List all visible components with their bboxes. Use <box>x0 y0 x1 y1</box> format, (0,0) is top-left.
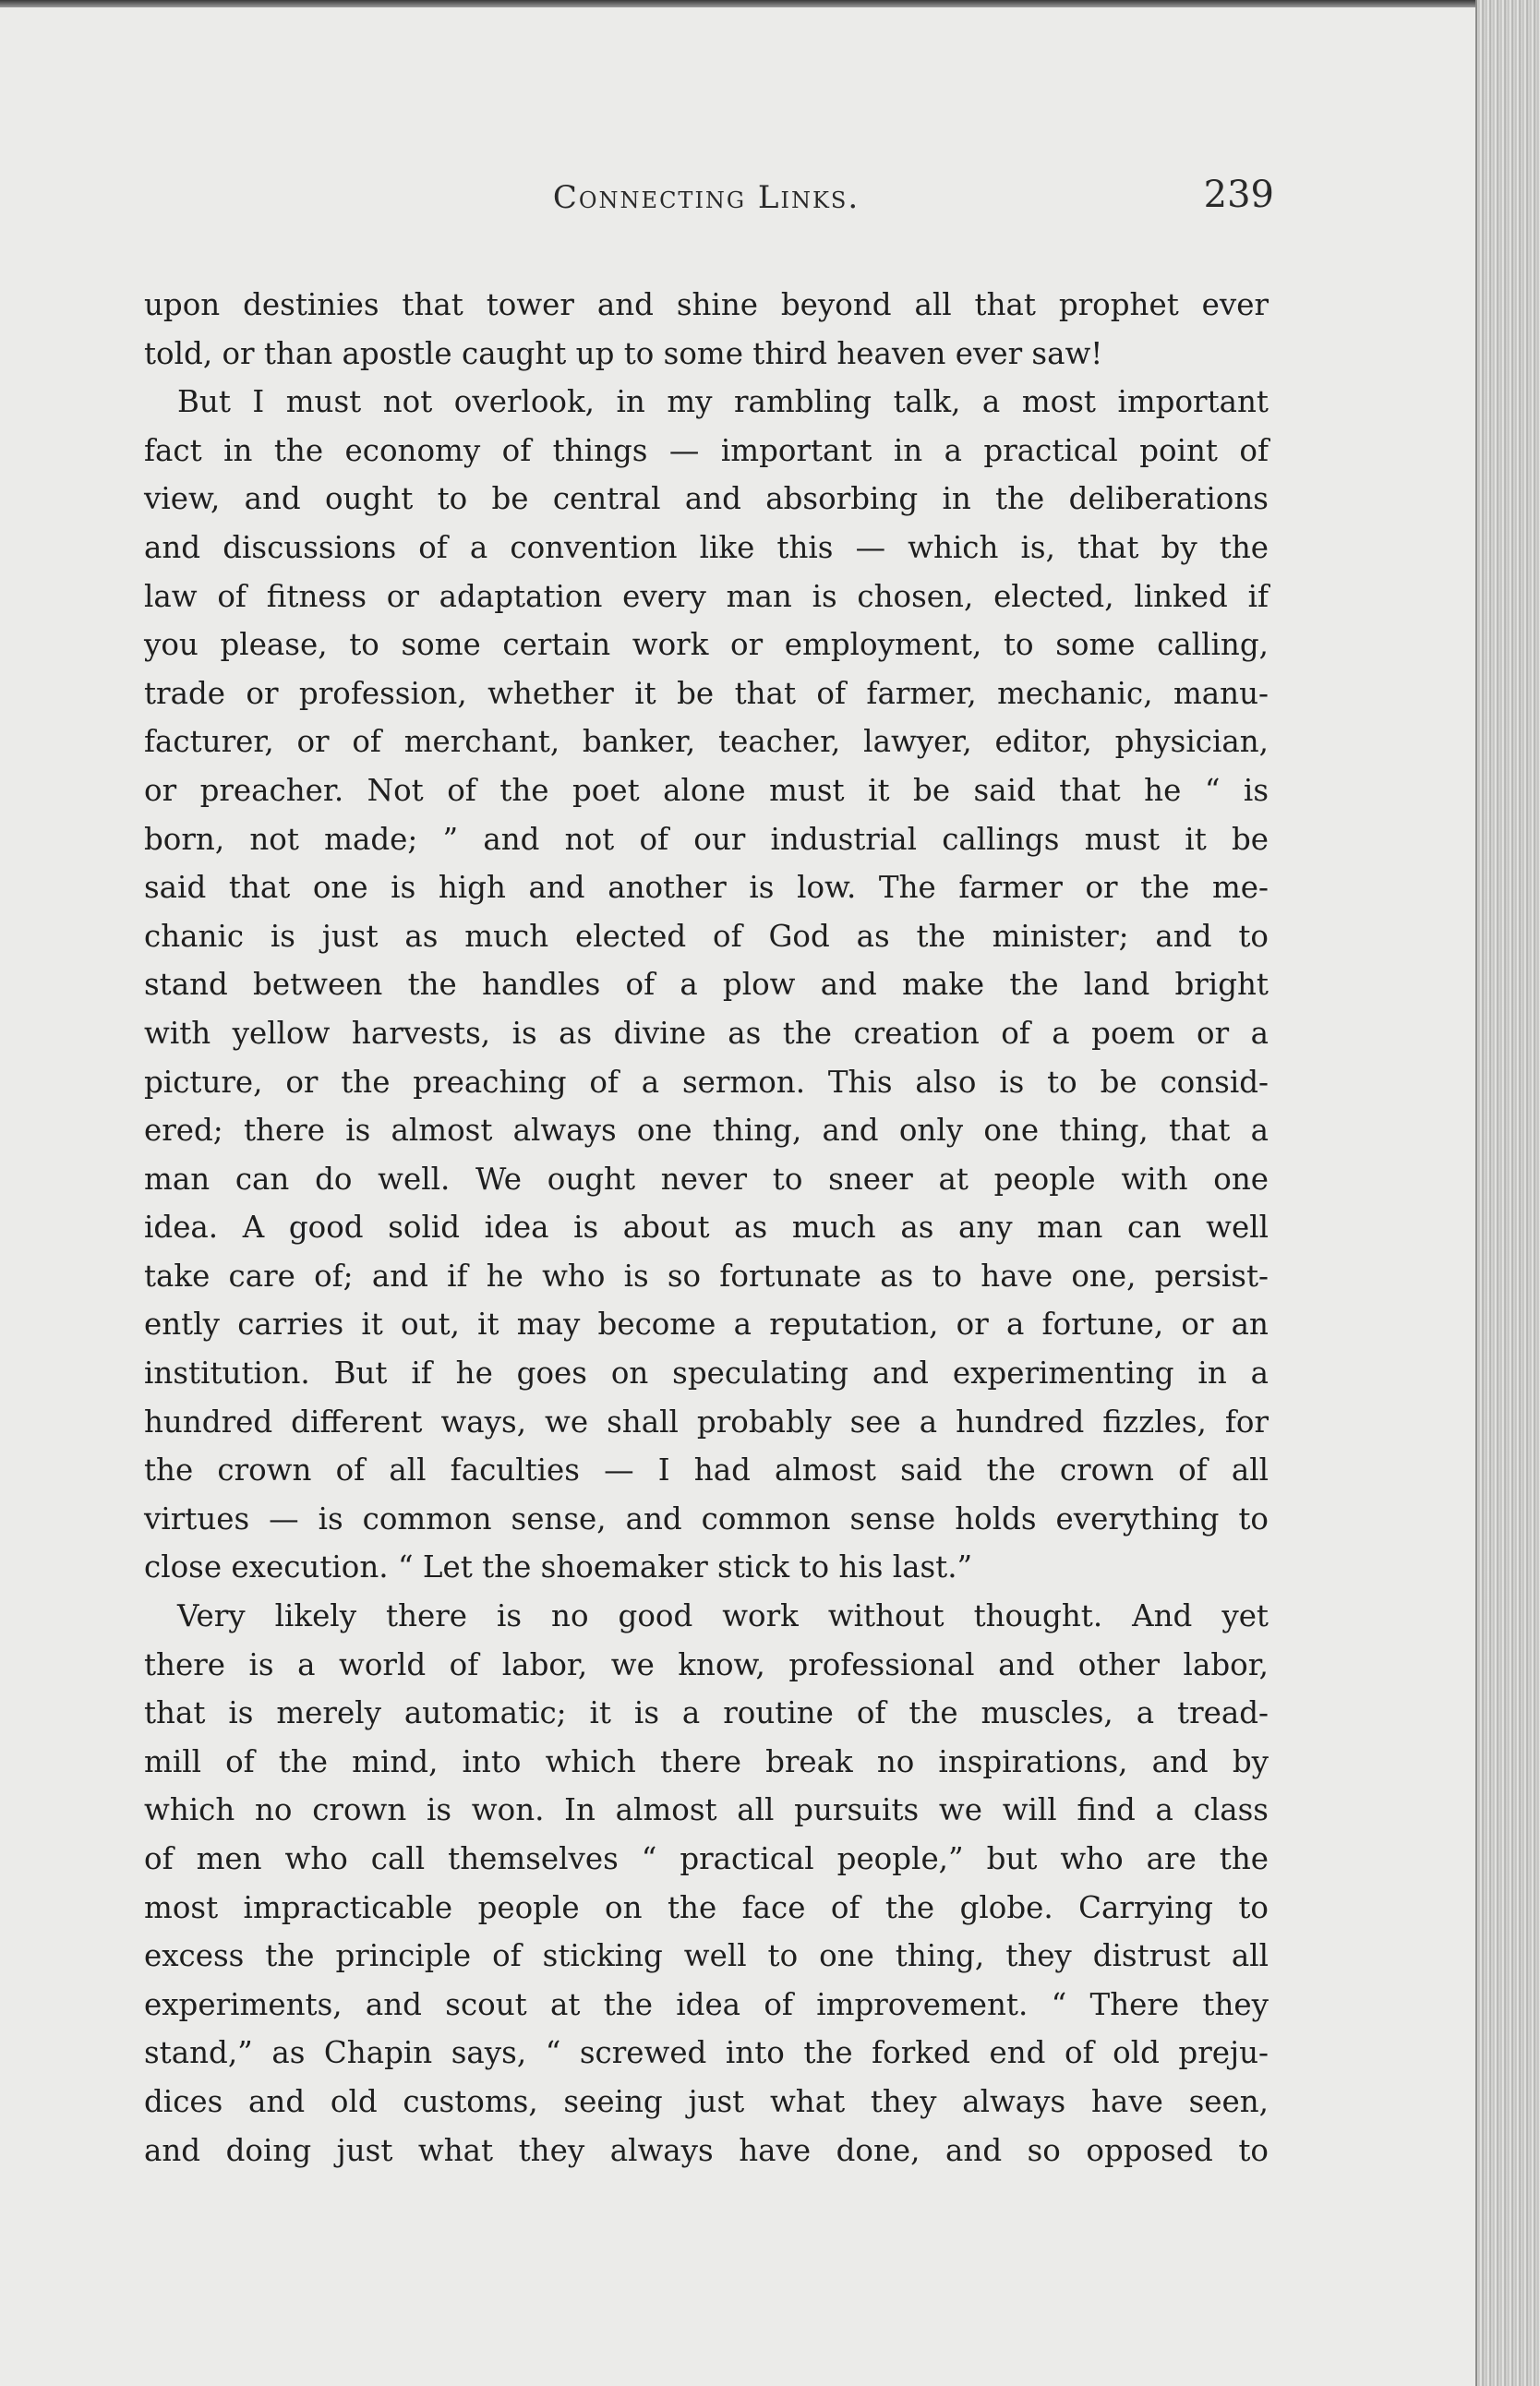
page-number: 239 <box>1203 174 1274 216</box>
text-line: with yellow harvests, is as divine as the creation of a poem or a <box>144 1015 1269 1051</box>
body-text <box>144 281 1269 2175</box>
text-line: told, or than apostle caught up to some third heaven ever saw! <box>144 335 1103 371</box>
text-line: and discussions of a convention like this — which is, that by the <box>144 529 1269 565</box>
text-line: and doing just what they always have done, and so opposed to <box>144 2132 1269 2168</box>
text-line: idea. A good solid idea is about as much as any man can well <box>144 1210 1269 1246</box>
text-line: fact in the economy of things — important in a practical point of <box>144 432 1269 468</box>
text-line: that is merely automatic; it is a routine of the muscles, a tread- <box>144 1695 1269 1731</box>
text-line: excess the principle of sticking well to one thing, they distrust all <box>144 1938 1269 1974</box>
text-line: chanic is just as much elected of God as the minister; and to <box>144 918 1269 954</box>
running-head-title: Connecting Links. <box>552 179 860 216</box>
text-line: upon destinies that tower and shine beyond all that prophet ever <box>144 287 1269 322</box>
text-line: Very likely there is no good work without thought. And yet <box>177 1598 1269 1634</box>
text-line: stand,” as Chapin says, “ screwed into the forked end of old preju- <box>144 2035 1269 2071</box>
text-line: virtues — is common sense, and common sense holds everything to <box>144 1500 1269 1536</box>
text-line: trade or profession, whether it be that of farmer, mechanic, manu- <box>144 675 1269 711</box>
text-line: said that one is high and another is low. The farmer or the me- <box>144 870 1269 906</box>
text-line: But I must not overlook, in my rambling talk, a most important <box>177 384 1269 420</box>
text-line: there is a world of labor, we know, professional and other labor, <box>144 1646 1269 1682</box>
text-line: ently carries it out, it may become a reputation, or a fortune, or an <box>144 1307 1269 1343</box>
text-line: close execution. “ Let the shoemaker stick to his last.” <box>144 1549 973 1585</box>
text-line: most impracticable people on the face of the globe. Carrying to <box>144 1889 1269 1925</box>
text-line: ered; there is almost always one thing, and only one thing, that a <box>144 1113 1269 1149</box>
text-line: mill of the mind, into which there break no inspirations, and by <box>144 1743 1269 1779</box>
text-line: of men who call themselves “ practical people,” but who are the <box>144 1841 1269 1876</box>
text-line: view, and ought to be central and absorbing in the deliberations <box>144 481 1269 517</box>
text-line: man can do well. We ought never to sneer at people with one <box>144 1161 1269 1197</box>
text-line: facturer, or of merchant, banker, teacher, lawyer, editor, physician, <box>144 724 1269 760</box>
text-line: which no crown is won. In almost all pursuits we will find a class <box>144 1792 1269 1828</box>
running-head <box>138 174 1274 225</box>
text-line: hundred different ways, we shall probably see a hundred fizzles, for <box>144 1404 1269 1440</box>
text-line: stand between the handles of a plow and make the land bright <box>144 967 1269 1003</box>
text-line: you please, to some certain work or employment, to some calling, <box>144 627 1269 663</box>
text-line: institution. But if he goes on speculating and experimenting in a <box>144 1356 1269 1392</box>
text-line: or preacher. Not of the poet alone must it be said that he “ is <box>144 772 1269 808</box>
text-line: law of fitness or adaptation every man is chosen, elected, linked if <box>144 578 1269 614</box>
book-page <box>0 7 1475 2386</box>
text-line: dices and old customs, seeing just what they always have seen, <box>144 2083 1269 2119</box>
book-page-edges <box>1475 0 1540 2386</box>
text-line: take care of; and if he who is so fortunate as to have one, persist- <box>144 1258 1269 1294</box>
text-line: born, not made; ” and not of our industrial callings must it be <box>144 821 1269 857</box>
top-edge-shadow <box>0 0 1477 7</box>
text-line: experiments, and scout at the idea of improvement. “ There they <box>144 1986 1269 2022</box>
text-line: the crown of all faculties — I had almost said the crown of all <box>144 1452 1269 1488</box>
text-line: picture, or the preaching of a sermon. This also is to be consid- <box>144 1064 1269 1100</box>
